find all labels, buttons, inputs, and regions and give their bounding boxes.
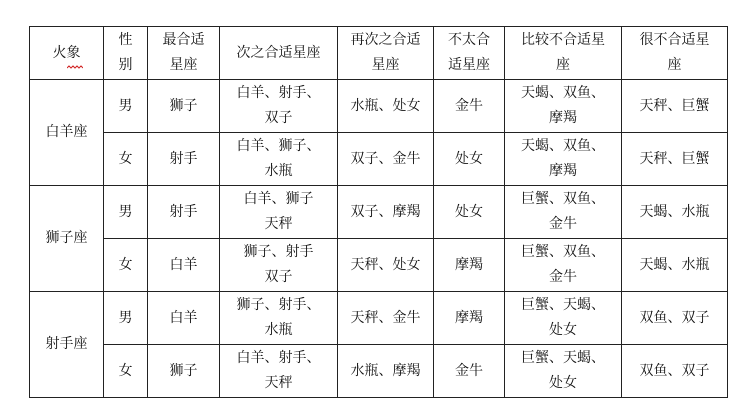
very-unsuitable-cell: 天秤、巨蟹 (622, 133, 728, 186)
sign-cell: 狮子座 (30, 186, 104, 292)
header-rather-unsuitable-line: 座 (556, 57, 570, 73)
very-unsuitable-cell: 天蝎、水瓶 (622, 239, 728, 292)
not-suitable-cell: 处女 (434, 186, 505, 239)
second-cell (220, 80, 338, 133)
rather-unsuitable-cell (505, 186, 622, 239)
header-second: 次之合适星座 (220, 27, 338, 80)
second-cell-line: 水瓶 (264, 163, 293, 179)
second-cell (220, 239, 338, 292)
third-cell: 双子、摩羯 (338, 186, 434, 239)
best-cell: 白羊 (148, 292, 220, 345)
sign-cell: 射手座 (30, 292, 104, 398)
very-unsuitable-cell: 双鱼、双子 (622, 292, 728, 345)
rather-unsuitable-cell-line: 天蝎、双鱼、 (521, 138, 605, 154)
header-element (30, 27, 104, 80)
header-row (30, 27, 728, 80)
not-suitable-cell: 金牛 (434, 80, 505, 133)
best-cell: 狮子 (148, 345, 220, 398)
rather-unsuitable-cell-line: 天蝎、双鱼、 (521, 85, 605, 101)
header-third (338, 27, 434, 80)
header-third-line: 再次之合适 (350, 32, 421, 48)
sign-cell: 白羊座 (30, 80, 104, 186)
gender-cell: 女 (104, 133, 148, 186)
header-best (148, 27, 220, 80)
header-element-text: 火象 (52, 44, 81, 61)
gender-cell: 男 (104, 292, 148, 345)
second-cell (220, 186, 338, 239)
best-cell: 射手 (148, 133, 220, 186)
third-cell: 水瓶、处女 (338, 80, 434, 133)
second-cell (220, 133, 338, 186)
not-suitable-cell: 摩羯 (434, 239, 505, 292)
rather-unsuitable-cell (505, 133, 622, 186)
rather-unsuitable-cell-line: 巨蟹、双鱼、 (521, 191, 605, 207)
third-cell: 水瓶、摩羯 (338, 345, 434, 398)
table-row (30, 133, 728, 186)
spellcheck-underline-icon (67, 65, 83, 69)
header-rather-unsuitable (505, 27, 622, 80)
compatibility-table (29, 26, 728, 398)
second-cell-line: 狮子、射手、 (236, 297, 321, 313)
second-cell-line: 狮子、射手 (243, 244, 314, 260)
rather-unsuitable-cell-line: 巨蟹、天蝎、 (521, 297, 605, 313)
rather-unsuitable-cell-line: 摩羯 (549, 163, 577, 179)
second-cell-line: 白羊、射手、 (236, 350, 321, 366)
rather-unsuitable-cell-line: 处女 (549, 375, 577, 391)
header-not-suitable-line: 适星座 (448, 57, 490, 73)
not-suitable-cell: 处女 (434, 133, 505, 186)
header-rather-unsuitable-line: 比较不合适星 (521, 32, 605, 48)
table-row (30, 80, 728, 133)
header-best-line: 最合适 (162, 32, 205, 48)
third-cell: 天秤、处女 (338, 239, 434, 292)
gender-cell: 男 (104, 186, 148, 239)
table-row (30, 345, 728, 398)
very-unsuitable-cell: 天秤、巨蟹 (622, 80, 728, 133)
header-very-unsuitable-line: 座 (667, 57, 682, 73)
second-cell-line: 白羊、狮子 (243, 191, 314, 207)
rather-unsuitable-cell (505, 239, 622, 292)
second-cell (220, 345, 338, 398)
second-cell-line: 双子 (264, 269, 293, 285)
rather-unsuitable-cell-line: 巨蟹、天蝎、 (521, 350, 605, 366)
header-not-suitable-line: 不太合 (448, 32, 490, 48)
rather-unsuitable-cell-line: 金牛 (549, 216, 577, 232)
second-cell-line: 天秤 (264, 216, 293, 232)
not-suitable-cell: 摩羯 (434, 292, 505, 345)
header-best-line: 星座 (169, 57, 198, 73)
gender-cell: 男 (104, 80, 148, 133)
very-unsuitable-cell: 天蝎、水瓶 (622, 186, 728, 239)
second-cell-line: 水瓶 (264, 322, 293, 338)
table-row (30, 186, 728, 239)
header-gender-line: 别 (118, 57, 133, 73)
header-very-unsuitable (622, 27, 728, 80)
header-not-suitable (434, 27, 505, 80)
gender-cell: 女 (104, 239, 148, 292)
third-cell: 双子、金牛 (338, 133, 434, 186)
header-gender-line: 性 (118, 32, 133, 48)
table-row (30, 292, 728, 345)
header-gender (104, 27, 148, 80)
header-third-line: 星座 (371, 57, 400, 73)
rather-unsuitable-cell-line: 摩羯 (549, 110, 577, 126)
rather-unsuitable-cell-line: 金牛 (549, 269, 577, 285)
second-cell-line: 天秤 (264, 375, 293, 391)
second-cell-line: 双子 (264, 110, 293, 126)
best-cell: 白羊 (148, 239, 220, 292)
rather-unsuitable-cell-line: 巨蟹、双鱼、 (521, 244, 605, 260)
rather-unsuitable-cell (505, 80, 622, 133)
very-unsuitable-cell: 双鱼、双子 (622, 345, 728, 398)
second-cell-line: 白羊、狮子、 (236, 138, 321, 154)
second-cell-line: 白羊、射手、 (236, 85, 321, 101)
rather-unsuitable-cell-line: 处女 (549, 322, 577, 338)
not-suitable-cell: 金牛 (434, 345, 505, 398)
table-row (30, 239, 728, 292)
rather-unsuitable-cell (505, 292, 622, 345)
header-very-unsuitable-line: 很不合适星 (639, 32, 710, 48)
best-cell: 射手 (148, 186, 220, 239)
third-cell: 天秤、金牛 (338, 292, 434, 345)
best-cell: 狮子 (148, 80, 220, 133)
rather-unsuitable-cell (505, 345, 622, 398)
second-cell (220, 292, 338, 345)
gender-cell: 女 (104, 345, 148, 398)
